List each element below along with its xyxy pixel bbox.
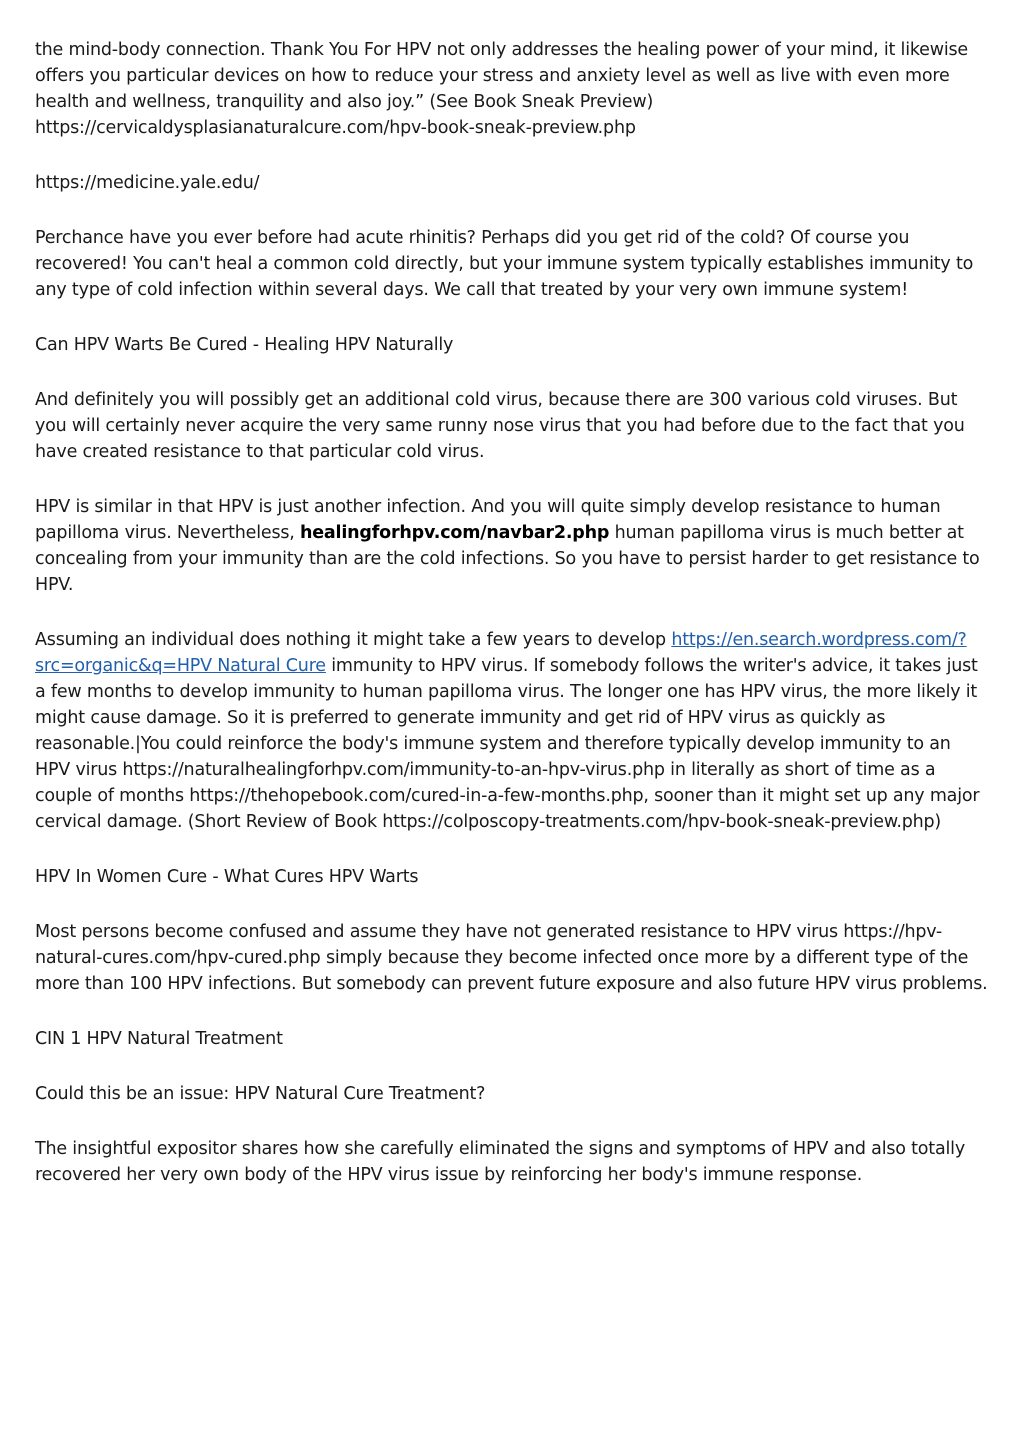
heading-could-this-be-an-issue: Could this be an issue: HPV Natural Cure Treatment? — [35, 1084, 486, 1104]
paragraph-hpv-similar — [35, 494, 990, 598]
document-page — [35, 37, 990, 1217]
paragraph-cold-virus: And definitely you will possibly get an additional cold virus, because there are 300 various cold viruses. But you will certainly never acquire the very same runny nose virus that you had before due to the fact that you have created resistance to that particular cold virus. — [35, 390, 965, 462]
paragraph-insightful-expositor: The insightful expositor shares how she carefully eliminated the signs and symptoms of HPV and also totally recovered her very own body of the HPV virus issue by reinforcing her body's immune response. — [35, 1139, 965, 1185]
heading-cin1-treatment: CIN 1 HPV Natural Treatment — [35, 1029, 283, 1049]
paragraph-acute-rhinitis: Perchance have you ever before had acute rhinitis? Perhaps did you get rid of the cold? Of course you recovered! You can't heal a common cold directly, but your immune system typically establishes immunity to any type of cold infection within several days. We call that treated by your very own immune system! — [35, 228, 974, 300]
paragraph-hpv-similar-text-before: HPV is similar in that HPV is just another infection. And you will quite simply develop resistance to human papilloma virus. Nevertheless, — [35, 497, 941, 543]
bold-healingforhpv-text: healingforhpv.com/navbar2.php — [300, 523, 610, 543]
paragraph-assuming-individual — [35, 627, 990, 835]
paragraph-mind-body: the mind-body connection. Thank You For HPV not only addresses the healing power of your mind, it likewise offers you particular devices on how to reduce your stress and anxiety level as well as live with even more health and wellness, tranquility and also joy.” (See Book Sneak Preview) https://cervicaldysplasianaturalcure.com/hpv-book-sneak-preview.php — [35, 40, 968, 138]
heading-hpv-in-women-cure: HPV In Women Cure - What Cures HPV Warts — [35, 867, 419, 887]
paragraph-most-persons: Most persons become confused and assume they have not generated resistance to HPV virus https://hpv-natural-cures.com/hpv-cured.php simply because they become infected once more by a different type of the more than 100 HPV infections. But somebody can prevent future exposure and also future HPV virus problems. — [35, 922, 988, 994]
paragraph-yale-url: https://medicine.yale.edu/ — [35, 173, 260, 193]
paragraph-hpv-similar-text-after: human papilloma virus is much better at concealing from your immunity than are the cold infections. So you have to persist harder to get resistance to HPV. — [35, 523, 980, 595]
paragraph-assuming-text-before: Assuming an individual does nothing it might take a few years to develop — [35, 630, 672, 650]
paragraph-assuming-text-after: immunity to HPV virus. If somebody follows the writer's advice, it takes just a few months to develop immunity to human papilloma virus. The longer one has HPV virus, the more likely it might cause damage. So it is preferred to generate immunity and get rid of HPV virus as quickly as reasonable.|You could reinforce the body's immune system and therefore typically develop immunity to an HPV virus https://naturalhealingforhpv.com/immunity-to-an-hpv-virus.php in literally as short of time as a couple of months https://thehopebook.com/cured-in-a-few-months.php, sooner than it might set up any major cervical damage. (Short Review of Book https://colposcopy-treatments.com/hpv-book-sneak-preview.php) — [35, 656, 980, 832]
wordpress-search-link[interactable]: https://en.search.wordpress.com/?src=organic&q=HPV Natural Cure — [35, 630, 967, 676]
heading-can-hpv-warts-be-cured: Can HPV Warts Be Cured - Healing HPV Naturally — [35, 335, 454, 355]
